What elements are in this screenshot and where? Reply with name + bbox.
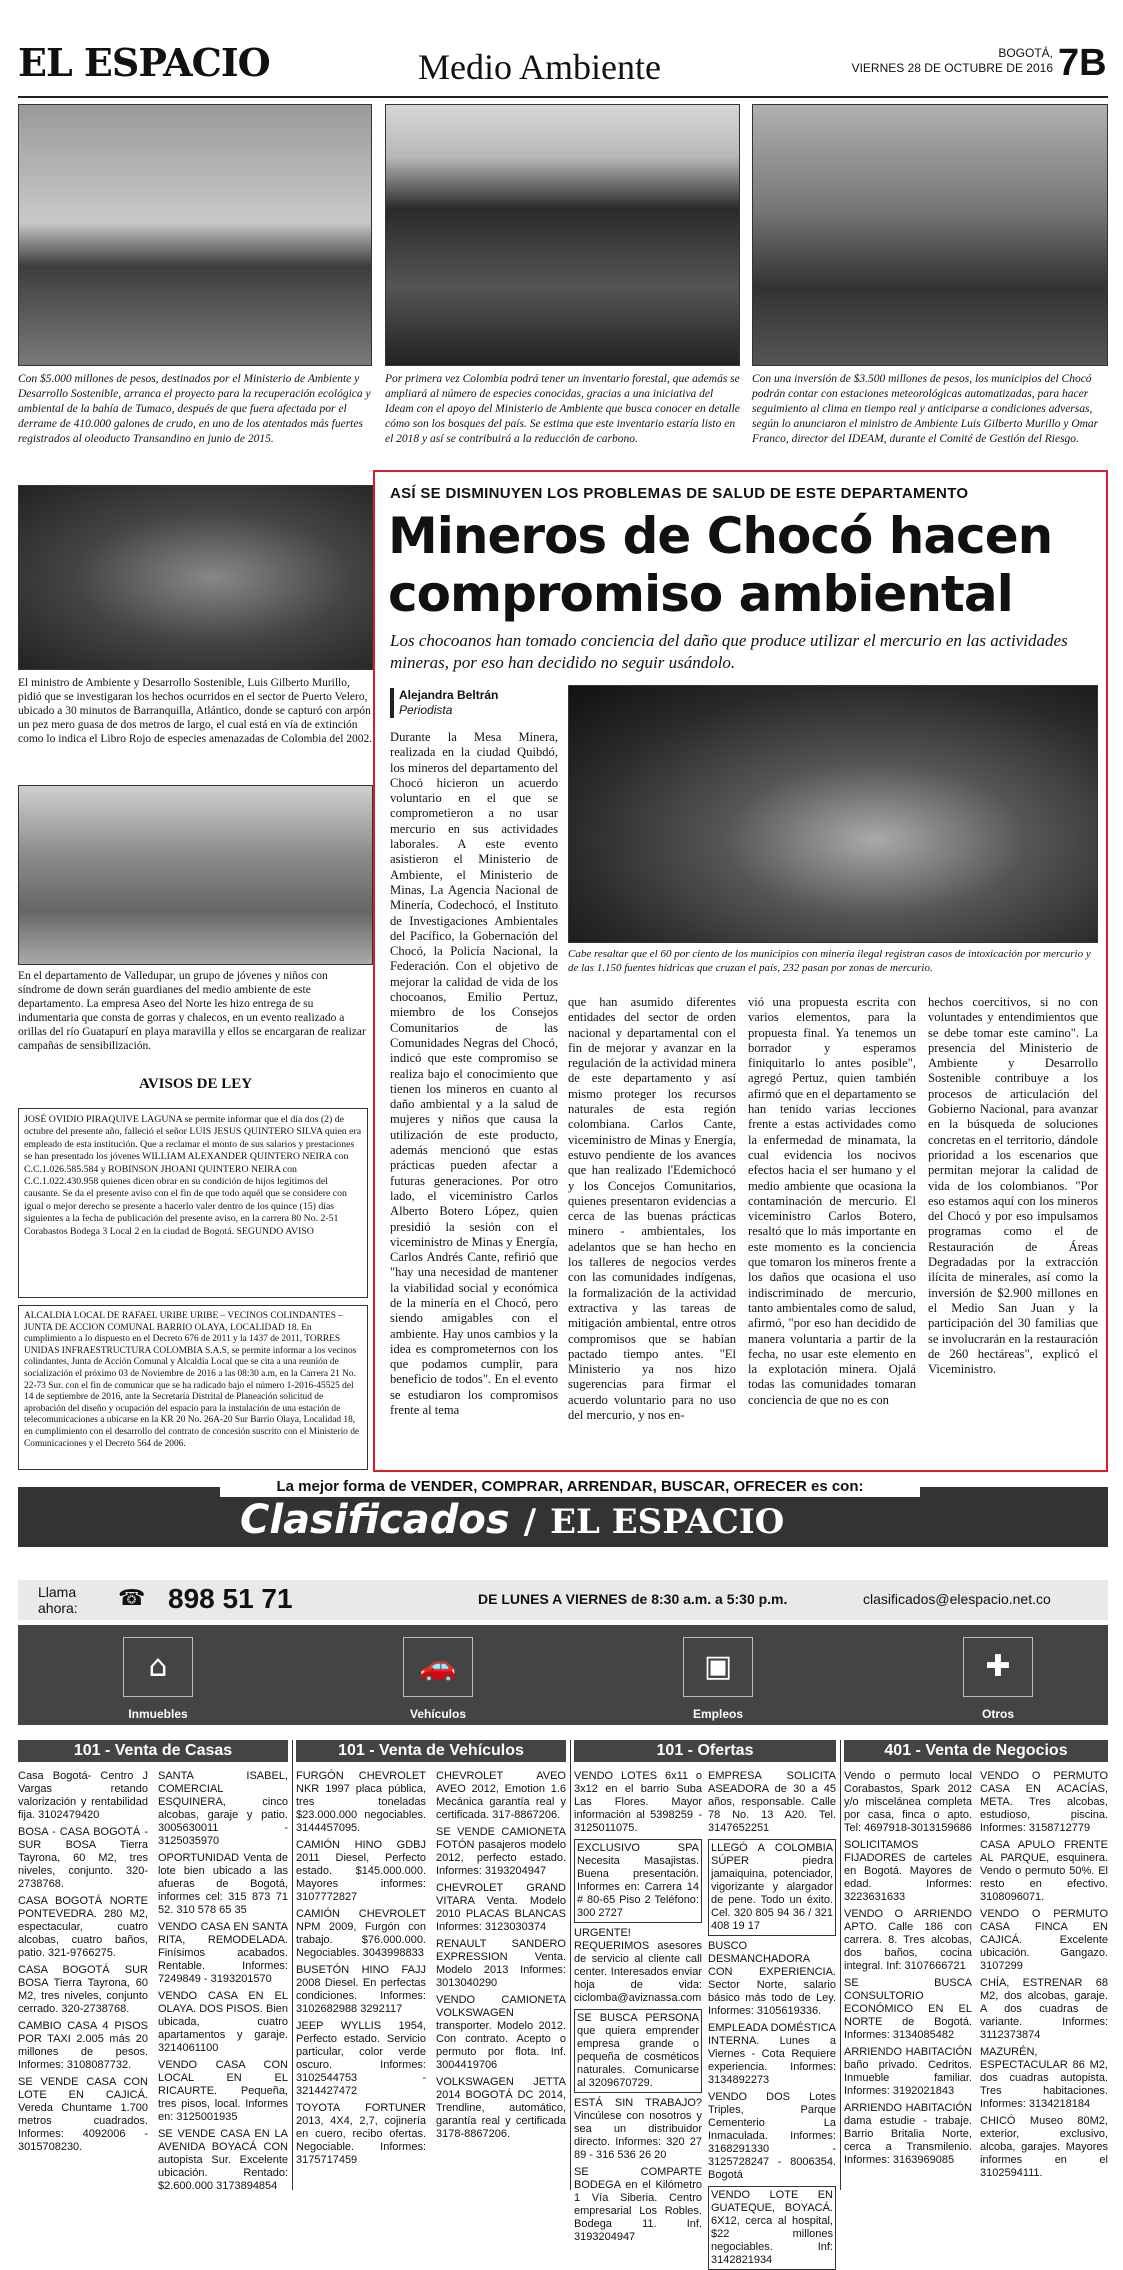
category-bar (18, 1625, 1108, 1725)
photo-grouper-fish (18, 485, 373, 670)
ad-item: URGENTE! REQUERIMOS asesores de servicio al cliente call center. Interesados enviar hoja de vida: ciclomba@aviznassa.com (574, 1927, 702, 2004)
ads-column-3 (296, 1770, 426, 2190)
ads-column-5 (574, 1770, 702, 2243)
ad-item: CASA APULO FRENTE AL PARQUE, esquinera. Vendo o permuto 50%. El resto en efectivo. 3108096071. (980, 1839, 1108, 1903)
ads-column-1 (18, 1770, 148, 2190)
author-name: Alejandra Beltrán (399, 688, 499, 702)
category-empleos[interactable]: Empleos (692, 1707, 743, 1721)
ad-item: CASA BOGOTÁ NORTE PONTEVEDRA. 280 M2, espectacular, cuatro alcobas, cuatro baños, patio. 321-9766275. (18, 1895, 148, 1959)
contact-bar (18, 1580, 1108, 1620)
photo-tumaco-bay (18, 104, 372, 366)
caption-tumaco: Con $5.000 millones de pesos, destinados por el Ministerio de Ambiente y Desarrollo Sostenible, arranca el proyecto para la recuperación ecológica y ambiental de la bahía de Tumaco, después de que fuera afectada por el derrame de 410.000 galones de crudo, en uno de los atentados más fuertes registrados al oleoducto Transandino en junio de 2015. (18, 373, 371, 445)
ad-item: BUSCO DESMANCHADORA CON EXPERIENCIA. Sector Norte, salario básico más todo de Ley. Informes: 3105619336. (708, 1940, 836, 2017)
phone-number[interactable]: 898 51 71 (168, 1583, 293, 1614)
ad-item: VENDO CASA EN SANTA RITA, REMODELADA. Finísimos acabados. Rentable. Informes: 7249849 - 3193201570 (158, 1921, 288, 1985)
ad-item: SE BUSCA PERSONA que quiera emprender empresa grande o pequeña de cosméticos naturales. Comunicarse al 3209670729. (574, 2009, 702, 2093)
ad-item: RENAULT SANDERO EXPRESSION Venta. Modelo 2013 Informes: 3013040290 (436, 1938, 566, 1989)
category-vehiculos[interactable]: Vehículos (409, 1707, 467, 1721)
ad-item: MAZURÉN, ESPECTACULAR 86 M2, dos cuadras autopista. Tres habitaciones. Informes: 3134218184 (980, 2046, 1108, 2110)
column-divider (292, 1740, 293, 2190)
ad-item: TOYOTA FORTUNER 2013, 4X4, 2,7, cojinería en cuero, recibo ofertas. Negociable. Informes: 3175717459 (296, 2102, 426, 2166)
caption-meeting: Con una inversión de $3.500 millones de pesos, los municipios del Chocó podrán contar con estaciones meteorológicas automatizadas, para hacer seguimiento al clima en tiempo real y anticiparse a condiciones adversas, según lo anunciaron el ministro de Ambiente Luis Gilberto Murillo y Omar Franco, director del IDEAM, durante el Comité de Gestión del Riesgo. (752, 373, 1099, 445)
masthead (18, 40, 1108, 98)
avisos-heading: AVISOS DE LEY (138, 1076, 253, 1092)
classifieds-brand-slash: / (523, 1502, 537, 1542)
ad-item: CAMIÓN HINO GDBJ 2011 Diesel, Perfecto estado. $145.000.000. Mayores informes: 3107772827 (296, 1839, 426, 1903)
ad-item: SANTA ISABEL, COMERCIAL ESQUINERA, cinco alcobas, garaje y patio. 3005630011 - 3125035970 (158, 1770, 288, 1847)
article-column-2: que han asumido diferentes entidades del sector de orden nacional y departamental con el fin de mejorar y avanzar en la regulación de la actividad minera de este departamento y así mismo proteger los recursos naturales de esta región colombiana. Carlos Cante, viceministro de Minas y Energía, estuvo pendiente de los avances que han realizado l'Edemichocó y los Concejos Comunitarios, quienes presentaron evidencias a cerca de las buenas prácticas minero - ambientales, los adelantos que se han hecho en los talleres de negocios verdes con las comunidades indígenas, la formalización de la actividad extractiva y las tareas de mitigación ambiental, entre otros compromisos que se habían pactado tiempo antes. "El Ministerio ya nos hizo sugerencias para firmar el acuerdo voluntario para no uso del mercurio, y nos en- (568, 995, 736, 1423)
article-kicker: ASÍ SE DISMINUYEN LOS PROBLEMAS DE SALUD DE ESTE DEPARTAMENTO (390, 485, 969, 502)
ad-item: CASA BOGOTÁ SUR BOSA Tierra Tayrona, 60 M2, tres niveles, conjunto cerrado. 320-2738768. (18, 1964, 148, 2015)
ad-item: VENDO O PERMUTO CASA EN ACACÍAS, META. Tres alcobas, estudioso, piscina. Informes: 3158712779 (980, 1770, 1108, 1834)
article-column-1: Durante la Mesa Minera, realizada en la ciudad Quibdó, los mineros del departamento del Chocó hicieron un acuerdo voluntario en el que se comprometieron a no usar mercurio en sus actividades laborales. A este evento asistieron el Ministerio de Ambiente, el Ministerio de Minas, La Agencia Nacional de Minería, Codechocó, el Instituto de Investigaciones Ambientales del Pacífico, la Gobernación del Chocó, la Policía Nacional, la Federación. Con el objetivo de mejorar la calidad de vida de los chocoanos, Emilio Pertuz, miembro de los Consejos Comunitarios de las Comunidades Negras del Chocó, indicó que este compromiso se realiza bajo el conocimiento que tienen los mineros en cuanto al daño ambiental y a la salud de mujeres y niños que causa la utilización de este producto, además mencionó que estas prácticas pueden afectar a futuras generaciones. Por otro lado, el viceministro Carlos Alberto Botero López, quien presidió la sesión con el viceministro de Minas y Energía, Carlos Andrés Cante, refirió que "hay una necesidad de mantener la viabilidad social y económica de la minería en el Chocó, pero siendo amigables con el ambiente. Hay unos cambios y la idea es comprometernos con los que podamos cumplir, para beneficio de todos". En el evento se estudiaron los compromisos frente al tema (390, 730, 558, 1418)
contact-email[interactable]: clasificados@elespacio.net.co (863, 1591, 1051, 1607)
ad-item: LLEGÓ A COLOMBIA SÚPER piedra jamaiquina, potenciador, vigorizante y alargador de pene. Todo un éxito. Cel. 320 805 94 36 / 321 408 19 17 (708, 1839, 836, 1936)
page-date-text: VIERNES 28 DE OCTUBRE DE 2016 (851, 61, 1053, 75)
ad-item: BUSETÓN HINO FAJJ 2008 Diesel. En perfectas condiciones. Informes: 3102682988 3292117 (296, 1964, 426, 2015)
business-hours: DE LUNES A VIERNES de 8:30 a.m. a 5:30 p.m. (478, 1591, 788, 1607)
ad-item: VENDO LOTES 6x11 o 3x12 en el barrio Suba Las Flores. Mayor información al 5398259 - 3125011075. (574, 1770, 702, 1834)
ad-item: SE VENDE CASA CON LOTE EN CAJICÁ. Vereda Chuntame 1.700 metros cuadrados. Informes: 4092006 - 3015708230. (18, 2076, 148, 2153)
classifieds-brand (240, 1497, 880, 1557)
ads-column-6 (708, 1770, 836, 2266)
ad-item: CHEVROLET GRAND VITARA Venta. Modelo 2010 PLACAS BLANCAS Informes: 3123030374 (436, 1882, 566, 1933)
ad-item: SE BUSCA CONSULTORIO ECONÓMICO EN EL NORTE de Bogotá. Informes: 3134085482 (844, 1977, 972, 2041)
ad-item: SE VENDE CAMIONETA FOTÓN pasajeros modelo 2012, perfecto estado. Informes: 3193204947 (436, 1826, 566, 1877)
legal-notice-2: ALCALDIA LOCAL DE RAFAEL URIBE URIBE – VECINOS COLINDANTES – JUNTA DE ACCION COMUNAL BARRIO OLAYA, LOCALIDAD 18. En cumplimiento a lo dispuesto en el Decreto 676 de 2011 y la 1437 de 2011, TORRES UNIDAS INFRAESTRUCTURA COLOMBIA S.A.S, se permite informar a los vecinos colindantes, Junta de Acción Comunal y Alcaldía Local que se cita a una reunión de socialización el próximo 03 de Noviembre de 2016 a las 08:30 a.m, en la Carrera 21 No. 22-73 Sur. con el fin de comunicar que se ha radicado bajo el número 1-2016-45525 del 14 de septiembre de 2016, ante la Secretaría Distrital de Planeación solicitud de aprobación del diseño y ocupación del espacio para la instalación de una estación de telecomunicaciones a ubicarse en la KR 20 No. 26A-20 Sur Barrio Olaya, Localidad 18, en cumplimiento con el desarrollo del contrato de concesión suscrito con el Ministerio de Comunicaciones y el Decreto 564 de 2006. (18, 1305, 368, 1470)
ad-item: VENDO O ARRIENDO APTO. Calle 186 con carrera. 8. Tres alcobas, dos baños, cocina integral. Inf: 3107666721 (844, 1908, 972, 1972)
ad-item: ARRIENDO HABITACIÓN dama estudie - trabaje. Barrio Britalia Norte, cerca a Transmilenio. Informes: 3163969085 (844, 2102, 972, 2166)
page-city: BOGOTÁ, (998, 46, 1053, 60)
ad-item: JEEP WYLLIS 1954, Perfecto estado. Servicio particular, color verde oscuro. Informes: 3102544753 - 3214427472 (296, 2020, 426, 2097)
ad-item: FURGÓN CHEVROLET NKR 1997 placa pública, tres toneladas $23.000.000 negociables. 3144457095. (296, 1770, 426, 1834)
classifieds-brand-paper: EL ESPACIO (550, 1502, 785, 1542)
ad-item: BOSA - CASA BOGOTÁ - SUR BOSA Tierra Tayrona, 60 M2, tres niveles, conjunto. 320-2738768. (18, 1826, 148, 1890)
ad-item: Vendo o permuto local Corabastos, Spark 2012 y/o miscelánea completa por casa, finca o apto. Tel: 4697918-3013159686 (844, 1770, 972, 1834)
ad-item: CHEVROLET AVEO AVEO 2012, Emotion 1.6 Mecánica garantía real y certificada. 317-8867206. (436, 1770, 566, 1821)
article-column-3: vió una propuesta escrita con varios elementos, para la propuesta final. Ya tenemos un borrador y esperamos finiquitarlo lo antes posible", agregó Pertuz, quien también afirmó que en el departamento se han tenido varias lecciones frente a estas actividades como la enfermedad de minamata, la cual evidencia los nocivos efectos hacia el ser humano y el medio ambiente que ocasiona la contaminación de mercurio. El viceministro Carlos Botero, resaltó que lo más importante en este momento es la conciencia que tomaron los mineros frente a los daños que ocasiona el uso indiscriminado de mercurio, tanto ambientales como de salud, afirmó, "por eso han decidido de manera voluntaria a partir de la fecha, no usar este elemento en la explotación minera. Ojalá todas las comunidades tomaran conciencia de que no es con (748, 995, 916, 1407)
ad-item: SE VENDE CASA EN LA AVENIDA BOYACÁ CON autopista Sur. Excelente ubicación. Rentado: $2.600.000 3173894854 (158, 2128, 288, 2192)
ad-item: VENDO DOS Lotes Triples, Parque Cementerio La Inmaculada. Informes: 3168291330 - 3125728247 - 8006354. Bogotá (708, 2091, 836, 2181)
briefcase-icon: ▣ (683, 1637, 753, 1697)
ad-item: Casa Bogotá- Centro J Vargas retando valorización y rentabilidad fija. 3102479420 (18, 1770, 148, 1821)
ads-column-7 (844, 1770, 972, 2190)
ad-item: CHICÓ Museo 80M2, exterior, exclusivo, alcoba, garajes. Mayores informes en el 3102594111. (980, 2115, 1108, 2179)
ads-column-8 (980, 1770, 1108, 2190)
house-icon: ⌂ (123, 1637, 193, 1697)
article-headline: Mineros de Chocó hacen compromiso ambiental (388, 507, 1053, 623)
classifieds-brand-name: Clasificados (240, 1497, 510, 1543)
newspaper-logo: EL ESPACIO (18, 40, 270, 85)
ad-item: VENDO CASA CON LOCAL EN EL RICAURTE. Pequeña, tres pisos, local. Informes en: 3125001935 (158, 2059, 288, 2123)
page-number: 7B (1058, 42, 1107, 84)
category-otros[interactable]: Otros (981, 1707, 1014, 1721)
ads-column-2 (158, 1770, 288, 2190)
article-deck: Los chocoanos han tomado conciencia del daño que produce utilizar el mercurio en las actividades mineras, por eso han decidido no seguir usándolo. (390, 631, 1068, 672)
ad-item: VENDO CASA EN EL OLAYA. DOS PISOS. Bien ubicada, cuatro apartamentos y garaje. 3214061100 (158, 1990, 288, 2054)
article-column-4: hechos coercitivos, si no con voluntades y entendimientos que se debe tomar este camino". La presencia del Ministerio de Ambiente y Desarrollo Sostenible contribuye a los procesos de articulación del Gobierno Nacional, para avanzar en la búsqueda de soluciones concretas en el territorio, dándole prioridad a los escenarios que permitan mejorar la calidad de vida de los colombianos. "Por eso estamos aquí con los mineros del Chocó y por eso impulsamos programas como el de Restauración de Áreas Degradadas por la extracción ilícita de minerales, así como la inversión de $2.900 millones en el Medio San Juan y la participación del 30 familias que se involucrarán en la restauración de 260 hectáreas", explicó el Viceministro. (928, 995, 1098, 1377)
category-inmuebles[interactable]: Inmuebles (128, 1707, 188, 1721)
ad-item: VENDO LOTE EN GUATEQUE, BOYACÁ. 6X12, cerca al hospital, $22 millones negociables. Inf: 3142821934 (708, 2186, 836, 2270)
column-divider (840, 1740, 841, 2190)
ad-item: EMPLEADA DOMÉSTICA INTERNA. Lunes a Viernes - Cota Requiere experiencia. Informes: 3134892273 (708, 2022, 836, 2086)
ad-item: OPORTUNIDAD Venta de lote bien ubicado a las afueras de Bogotá, informes cel: 315 873 71 52. 310 578 65 35 (158, 1852, 288, 1916)
gift-icon: ✚ (963, 1637, 1033, 1697)
section-header-casas: 101 - Venta de Casas (18, 1740, 288, 1762)
legal-notice-1: JOSÉ OVIDIO PIRAQUIVE LAGUNA se permite informar que el día dos (2) de octubre del presente año, falleció el señor LUIS JESUS QUINTERO SILVA quien era empleado de esta institución. Que a reclamar el monto de sus salarios y prestaciones se han presentado los jóvenes WILLIAM ALEXANDER QUINTERO NEIRA con C.C.1.026.585.584 y ROBINSON JHOANI QUINTERO NEIRA con C.C.1.022.430.958 quienes dicen obrar en su condición de hijos legítimos del causante. Se da el presente aviso con el fin de que todo aquél que se considere con igual o mejor derecho se presente a hacerlo valer dentro de los quince (15) días siguientes a la fecha de publicación del presente aviso, en la carrera 80 No. 2-51 Corabastos Bodega 3 Local 2 en la ciudad de Bogotá. SEGUNDO AVISO (18, 1108, 368, 1298)
ad-item: VENDO O PERMUTO CASA FINCA EN CAJICÁ. Excelente ubicación. Gangazo. 3107299 (980, 1908, 1108, 1972)
photo-miners-pan (568, 685, 1098, 943)
photo-valledupar-group (18, 785, 373, 965)
ad-item: CAMIÓN CHEVROLET NPM 2009, Furgón con trabajo. $76.000.000. Negociables. 3043998833 (296, 1908, 426, 1959)
section-header-negocios: 401 - Venta de Negocios (844, 1740, 1108, 1762)
column-divider (570, 1740, 571, 2190)
ad-item: EXCLUSIVO SPA Necesita Masajistas. Buena presentación. Informes en: Carrera 14 # 80-65 Piso 2 Teléfono: 300 2727 (574, 1839, 702, 1923)
section-header-ofertas: 101 - Ofertas (574, 1740, 836, 1762)
car-icon: 🚗 (403, 1637, 473, 1697)
section-header-vehiculos: 101 - Venta de Vehículos (296, 1740, 566, 1762)
ad-item: VOLKSWAGEN JETTA 2014 BOGOTÁ DC 2014, Trendline, automático, garantía real y certificada 3178-8867206. (436, 2076, 566, 2140)
caption-forest: Por primera vez Colombia podrá tener un inventario forestal, que además se ampliará al número de especies conocidas, gracias a una iniciativa del Ideam con el apoyo del Ministerio de Ambiente que busca conocer en detalle cómo son los bosques del país. Se estima que este inventario estaría listo en el 2018 y así se contribuirá a la reducción de carbono. (385, 373, 740, 445)
author-role: Periodista (399, 703, 453, 717)
ad-item: ARRIENDO HABITACIÓN baño privado. Cedritos. Inmueble familiar. Informes: 3192021843 (844, 2046, 972, 2097)
ads-column-4 (436, 1770, 566, 2190)
caption-grouper: El ministro de Ambiente y Desarrollo Sostenible, Luis Gilberto Murillo, pidió que se investigaran los hechos ocurridos en el sector de Puerto Velero, ubicado a 30 minutos de Barranquilla, Atlántico, donde se capturó con arpón un pez mero guasa de dos metros de largo, el cual está en vía de extinción como lo indica el Libro Rojo de especies amenazadas de Colombia del 2002. (18, 677, 373, 745)
caption-valledupar: En el departamento de Valledupar, un grupo de jóvenes y niños con síndrome de down serán guardianes del medio ambiente de este departamento. La empresa Aseo del Norte les hizo entrega de su indumentaria que consta de gorras y chalecos, en un evento realizado a orillas del río Guatapurí en playa maravilla y ellos se encargaran de realizar campañas de sensibilización. (18, 970, 366, 1052)
phone-icon: ☎ (118, 1586, 146, 1611)
section-title: Medio Ambiente (418, 47, 661, 87)
caption-miners: Cabe resaltar que el 60 por ciento de los municipios con minería ilegal registran casos de intoxicación por mercurio y de las 1.150 fuentes hídricas que cruzan el país, 232 pasan por zonas de mercurio. (568, 948, 1091, 974)
photo-meeting (752, 104, 1108, 366)
ad-item: ESTÁ SIN TRABAJO? Vincúlese con nosotros y sea un distribuidor directo. Informes: 320 27 89 - 316 536 26 20 (574, 2097, 702, 2161)
ad-item: SE COMPARTE BODEGA en el Kilómetro 1 Vía Siberia. Centro empresarial Los Robles. Bodega 11. Inf. 3193204947 (574, 2166, 702, 2243)
page-date (818, 46, 1053, 76)
photo-forest (385, 104, 740, 366)
ad-item: EMPRESA SOLICITA ASEADORA de 30 a 45 años, responsable. Calle 78 No. 13 A20. Tel. 3147652251 (708, 1770, 836, 1834)
ad-item: CHÍA, ESTRENAR 68 M2, dos alcobas, garaje. A dos cuadras de variante. Informes: 3112373874 (980, 1977, 1108, 2041)
llama-label: Llama ahora: (38, 1584, 78, 1616)
ad-item: CAMBIO CASA 4 PISOS POR TAXI 2.005 más 20 millones de pesos. Informes: 3108087732. (18, 2020, 148, 2071)
classifieds-slogan: La mejor forma de VENDER, COMPRAR, ARRENDAR, BUSCAR, OFRECER es con: (220, 1476, 920, 1497)
ad-item: VENDO CAMIONETA VOLKSWAGEN transporter. Modelo 2012. Con contrato. Acepto o permuto por flota. Inf. 3004419706 (436, 1994, 566, 2071)
byline (390, 688, 550, 718)
ad-item: SOLICITAMOS FIJADORES de carteles en Bogotá. Mayores de edad. Informes: 3223631633 (844, 1839, 972, 1903)
